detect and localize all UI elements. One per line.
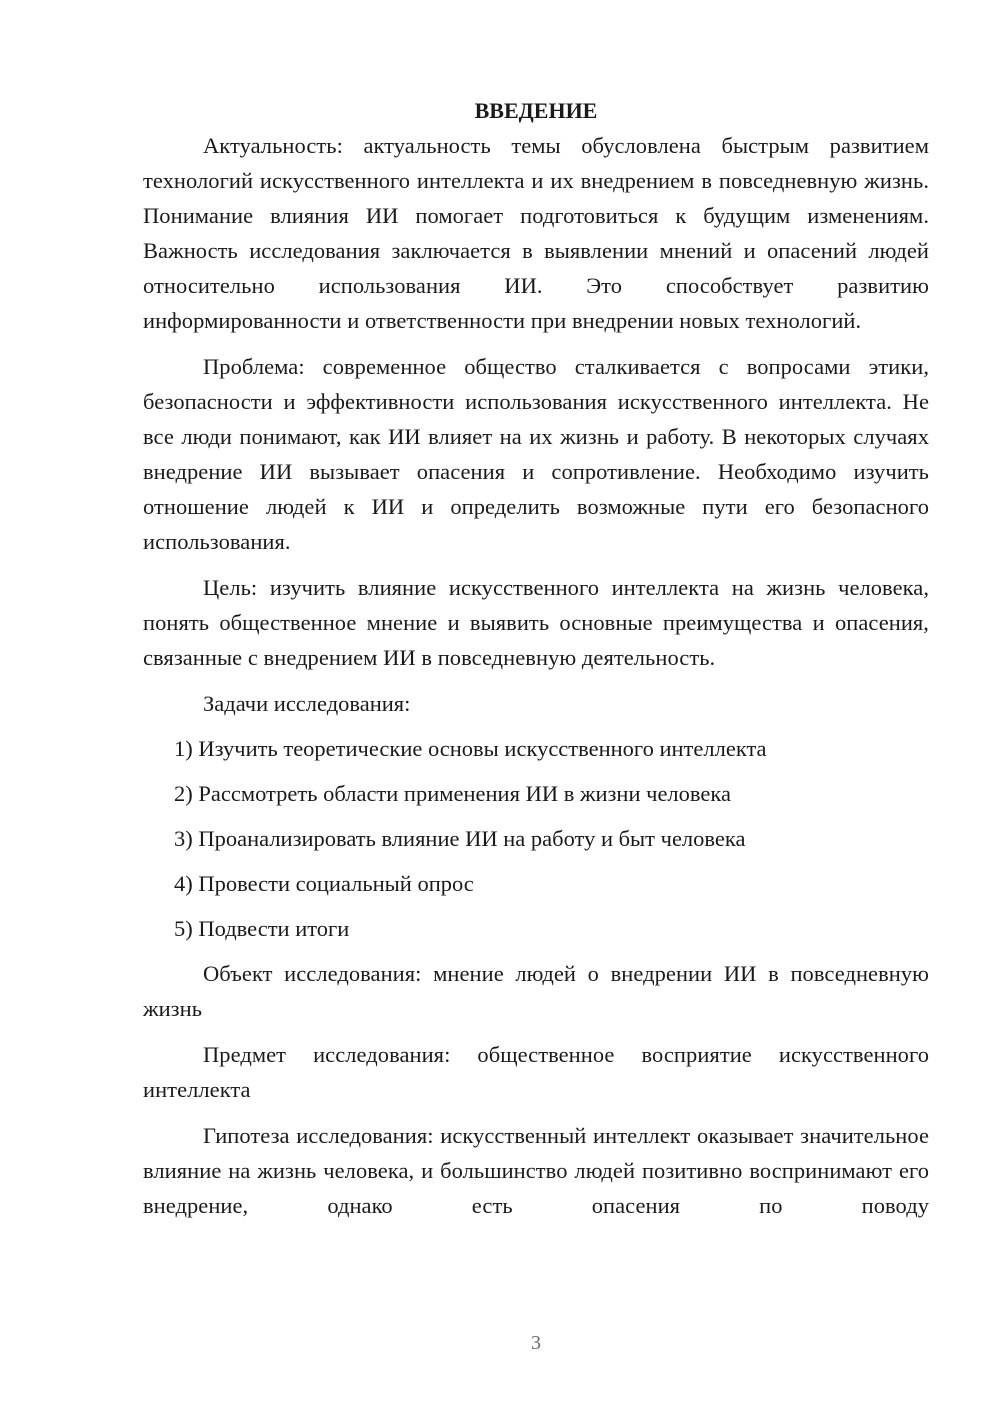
task-item: 3) Проанализировать влияние ИИ на работу и быт человека <box>174 826 746 851</box>
tasks-heading: Задачи исследования: <box>203 691 411 716</box>
page-number: 3 <box>531 1332 541 1354</box>
task-item: 1) Изучить теоретические основы искусственного интеллекта <box>174 736 767 761</box>
goal-paragraph: Цель: изучить влияние искусственного интеллекта на жизнь человека, понять общественное мнение и выявить основные преимущества и опасения, связанные с внедрением ИИ в повседневную деятельность. <box>143 575 929 670</box>
document-page <box>143 94 929 1234</box>
object-paragraph: Объект исследования: мнение людей о внедрении ИИ в повседневную жизнь <box>143 961 929 1021</box>
task-item: 5) Подвести итоги <box>174 916 350 941</box>
subject-paragraph: Предмет исследования: общественное восприятие искусственного интеллекта <box>143 1042 929 1102</box>
hypothesis-paragraph: Гипотеза исследования: искусственный интеллект оказывает значительное влияние на жизнь человека, и большинство людей позитивно воспринимают его внедрение, однако есть опасения по поводу <box>143 1123 929 1218</box>
relevance-paragraph: Актуальность: актуальность темы обусловлена быстрым развитием технологий искусственного интеллекта и их внедрением в повседневную жизнь. Понимание влияния ИИ помогает подготовиться к будущим изменениям. Важность исследования заключается в выявлении мнений и опасений людей относительно использования ИИ. Это способствует развитию информированности и ответственности при внедрении новых технологий. <box>143 133 929 333</box>
section-heading: ВВЕДЕНИЕ <box>474 98 598 123</box>
task-item: 4) Провести социальный опрос <box>174 871 474 896</box>
task-item: 2) Рассмотреть области применения ИИ в жизни человека <box>174 781 731 806</box>
problem-paragraph: Проблема: современное общество сталкивается с вопросами этики, безопасности и эффективности использования искусственного интеллекта. Не все люди понимают, как ИИ влияет на их жизнь и работу. В некоторых случаях внедрение ИИ вызывает опасения и сопротивление. Необходимо изучить отношение людей к ИИ и определить возможные пути его безопасного использования. <box>143 354 929 554</box>
